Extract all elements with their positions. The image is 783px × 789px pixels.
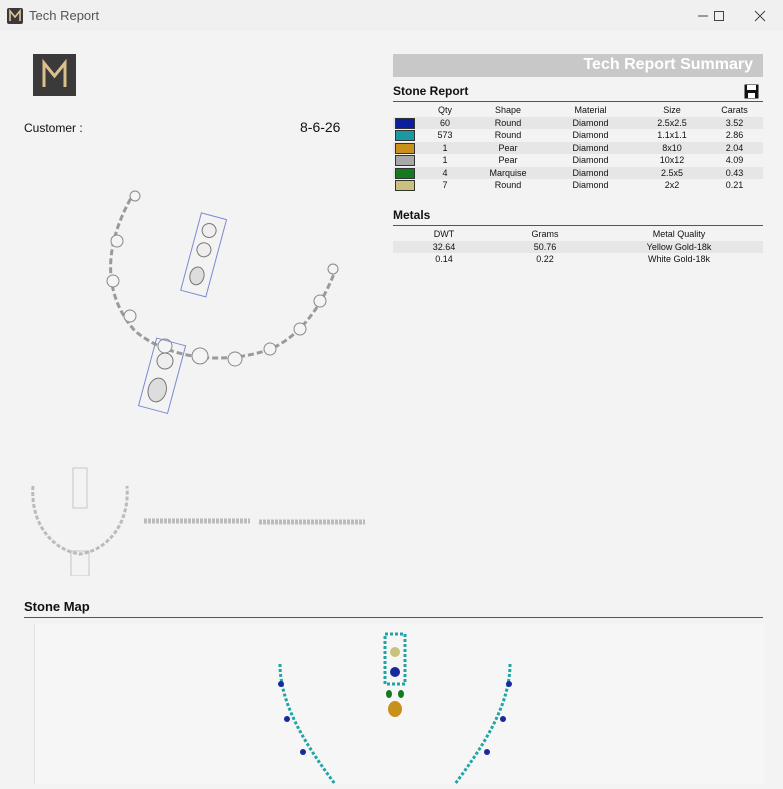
metals-row — [393, 253, 763, 266]
metal-grams-cell: 50.76 — [495, 241, 595, 254]
metals-table — [393, 228, 763, 266]
stone-size-cell: 2.5x5 — [638, 167, 706, 180]
stone-material-cell: Diamond — [572, 130, 609, 141]
stone-report-table — [393, 104, 763, 192]
stone-size-cell: 1.1x1.1 — [657, 130, 687, 141]
app-logo-icon — [7, 8, 23, 24]
metal-quality-cell: White Gold-18k — [647, 254, 711, 265]
customer-label: Customer : — [24, 121, 83, 135]
stone-report-title: Stone Report — [393, 84, 469, 98]
stone-report-row — [393, 129, 763, 142]
metals-title: Metals — [393, 208, 431, 222]
necklace-render-image — [95, 181, 345, 421]
stone-shape-cell: Pear — [473, 142, 543, 155]
stone-report-row — [393, 167, 763, 180]
stone-material-cell: Diamond — [543, 117, 638, 130]
stone-qty-cell: 1 — [417, 142, 473, 155]
summary-header-bar — [393, 54, 763, 77]
stone-report-row — [393, 117, 763, 130]
stone-color-swatch — [395, 118, 415, 129]
metals-divider — [393, 225, 763, 226]
metal-quality-cell: Yellow Gold-18k — [595, 241, 763, 254]
col-size: Size — [663, 105, 681, 116]
necklace-front-thumbnail — [25, 466, 135, 576]
stone-shape-cell: Round — [494, 130, 522, 141]
stone-shape-cell: Round — [494, 180, 522, 191]
col-qty: Qty — [437, 105, 452, 116]
stone-color-swatch — [395, 130, 415, 141]
close-button[interactable] — [737, 0, 783, 31]
stone-size-cell: 10x12 — [659, 155, 685, 166]
stone-carats-cell: 2.86 — [725, 130, 744, 141]
stone-size-cell: 2.5x2.5 — [638, 117, 706, 130]
report-content — [0, 31, 783, 784]
stone-map-canvas — [34, 624, 764, 784]
stone-qty-cell: 1 — [442, 155, 448, 166]
stone-color-swatch — [395, 143, 415, 154]
company-logo — [33, 54, 76, 96]
stone-report-row — [393, 154, 763, 167]
col-metal-quality: Metal Quality — [652, 229, 706, 240]
metals-row — [393, 241, 763, 254]
metal-grams-cell: 0.22 — [536, 254, 554, 265]
stone-map-title: Stone Map — [24, 599, 90, 614]
metal-dwt-cell: 0.14 — [435, 254, 453, 265]
col-dwt: DWT — [433, 229, 455, 240]
necklace-side-thumbnail — [142, 513, 252, 529]
stone-report-row — [393, 179, 763, 192]
col-grams: Grams — [531, 229, 559, 240]
necklace-top-thumbnail — [257, 513, 367, 529]
stone-qty-cell: 7 — [442, 180, 448, 191]
stone-material-cell: Diamond — [572, 180, 609, 191]
stone-carats-cell: 3.52 — [706, 117, 763, 130]
stone-report-row — [393, 142, 763, 155]
stone-map-image — [35, 624, 764, 784]
stone-map-divider — [24, 617, 763, 618]
stone-report-divider — [393, 101, 763, 102]
stone-qty-cell: 573 — [437, 130, 453, 141]
stone-shape-cell: Pear — [498, 155, 518, 166]
save-icon[interactable] — [744, 84, 759, 99]
stone-color-swatch — [395, 155, 415, 166]
stone-carats-cell: 4.09 — [725, 155, 744, 166]
col-material: Material — [574, 105, 607, 116]
col-shape: Shape — [494, 105, 522, 116]
stone-carats-cell: 2.04 — [706, 142, 763, 155]
stone-carats-cell: 0.21 — [725, 180, 744, 191]
metals-header-row — [393, 228, 763, 241]
stone-qty-cell: 60 — [417, 117, 473, 130]
customer-value: 8-6-26 — [300, 119, 341, 135]
stone-qty-cell: 4 — [417, 167, 473, 180]
stone-color-swatch — [395, 180, 415, 191]
stone-size-cell: 2x2 — [664, 180, 680, 191]
stone-size-cell: 8x10 — [638, 142, 706, 155]
stone-shape-cell: Marquise — [473, 167, 543, 180]
stone-material-cell: Diamond — [543, 142, 638, 155]
stone-report-header-row — [393, 104, 763, 117]
window-title: Tech Report — [29, 8, 100, 23]
maximize-button[interactable] — [696, 0, 742, 31]
title-bar — [0, 0, 783, 32]
stone-shape-cell: Round — [473, 117, 543, 130]
col-carats: Carats — [721, 105, 748, 116]
stone-material-cell: Diamond — [543, 167, 638, 180]
stone-material-cell: Diamond — [572, 155, 609, 166]
stone-color-swatch — [395, 168, 415, 179]
metal-dwt-cell: 32.64 — [393, 241, 495, 254]
summary-title: Tech Report Summary — [583, 56, 753, 73]
stone-carats-cell: 0.43 — [706, 167, 763, 180]
